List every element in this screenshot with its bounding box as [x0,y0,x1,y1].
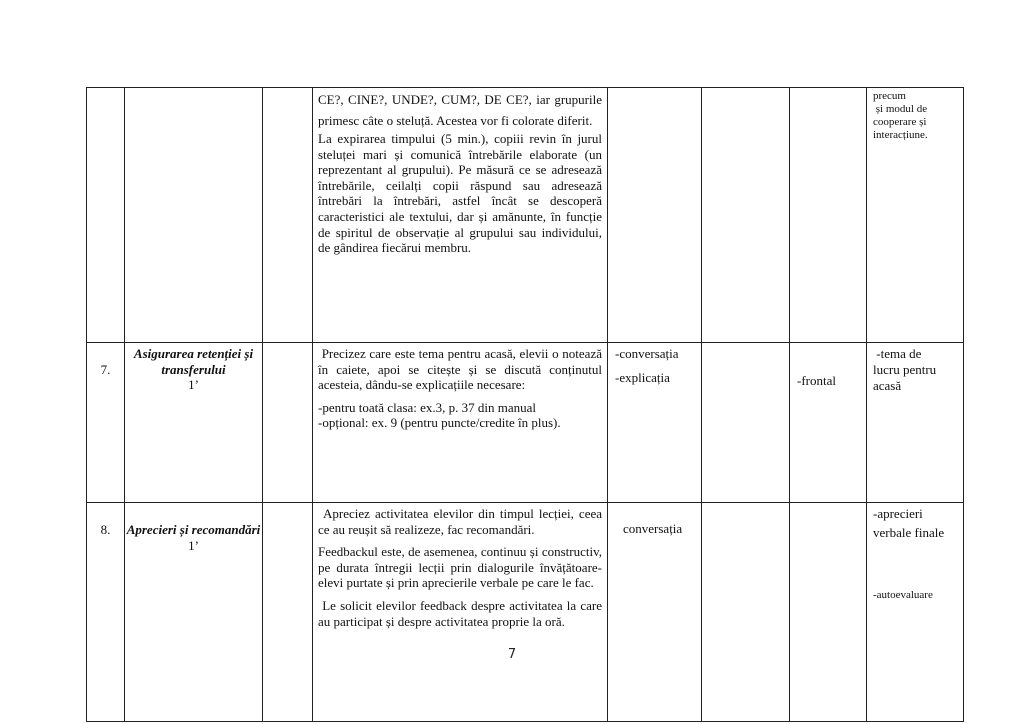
evaluation-line: verbale finale [873,525,945,540]
method-item: -conversația [615,346,679,361]
objectives-cell [263,503,313,722]
evaluation-line: acasă [873,378,902,393]
lesson-plan-table [86,87,964,722]
evaluation-cell [867,343,964,503]
row-number [87,88,125,343]
row-number: 7. [87,343,125,503]
content-cell [313,88,608,343]
method-item: conversația [623,521,683,536]
evaluation-cell [867,503,964,722]
table-row [87,88,964,343]
evaluation-line: cooperare și [873,116,927,128]
methods-cell [608,503,702,722]
content-paragraph: CE?, CINE?, UNDE?, CUM?, DE CE?, iar grupurile primesc câte o steluță. Acestea vor fi colorate diferit. [318,92,602,128]
evaluation-line: interacțiune. [873,129,928,141]
table-row [87,503,964,722]
methods-cell [608,88,702,343]
stage-cell [125,503,263,722]
stage-cell [125,88,263,343]
stage-title: Aprecieri și recomandări [126,522,261,537]
organization-cell: -frontal [790,343,867,503]
row-number: 8. [87,503,125,722]
table-row [87,343,964,503]
content-paragraph: Le solicit elevilor feedback despre activitatea la care au participat și despre activitatea proprie la oră. [318,597,606,629]
evaluation-line: -tema de [873,346,922,361]
content-paragraph: -pentru toată clasa: ex.3, p. 37 din manual [318,399,537,415]
objectives-cell [263,88,313,343]
evaluation-line: precum [873,90,906,102]
resources-cell [702,343,790,503]
stage-time: 1’ [188,377,199,392]
stage-time: 1’ [188,537,199,553]
stage-cell [125,343,263,503]
content-paragraph: -opțional: ex. 9 (pentru puncte/credite în plus). [318,415,561,431]
evaluation-line: și modul de [873,103,928,115]
stage-title: Asigurarea retenției și transferului [133,346,254,377]
resources-cell [702,88,790,343]
methods-cell [608,343,702,503]
resources-cell [702,503,790,722]
evaluation-line: -aprecieri [873,506,923,521]
evaluation-line: lucru pentru [873,362,937,377]
content-cell [313,343,608,503]
method-item: -explicația [615,370,670,385]
content-paragraph: Feedbackul este, de asemenea, continuu și constructiv, pe durata întregii lecții prin dialogurile învățătoare-elevi purtate și prin aprecierile verbale pe care le fac. [318,544,602,591]
content-paragraph: Precizez care este tema pentru acasă, elevii o notează în caiete, apoi se citește și se discută conținutul acesteia, dându-se explicațiile necesare: [318,346,606,393]
content-paragraph: La expirarea timpului (5 min.), copiii revin în jurul steluței mari și comunică întrebările elaborate (un reprezentant al grupului). Pe măsură ce se adresează întrebările, ceilalți copii răspund sau adresează întrebări la întrebări, astfel încât se descoperă caracteristici ale textului, dar și amănunte, în funcție de spiritul de observație al grupului sau individului, de gândirea fiecărui membru. [318,131,602,256]
organization-cell [790,88,867,343]
page-number: 7 [507,647,517,662]
evaluation-cell [867,88,964,343]
organization-cell [790,503,867,722]
evaluation-line: -autoevaluare [873,589,933,601]
content-cell [313,503,608,722]
content-paragraph: Apreciez activitatea elevilor din timpul lecției, ceea ce au reușit să realizeze, fac recomandări. [318,506,606,537]
objectives-cell [263,343,313,503]
